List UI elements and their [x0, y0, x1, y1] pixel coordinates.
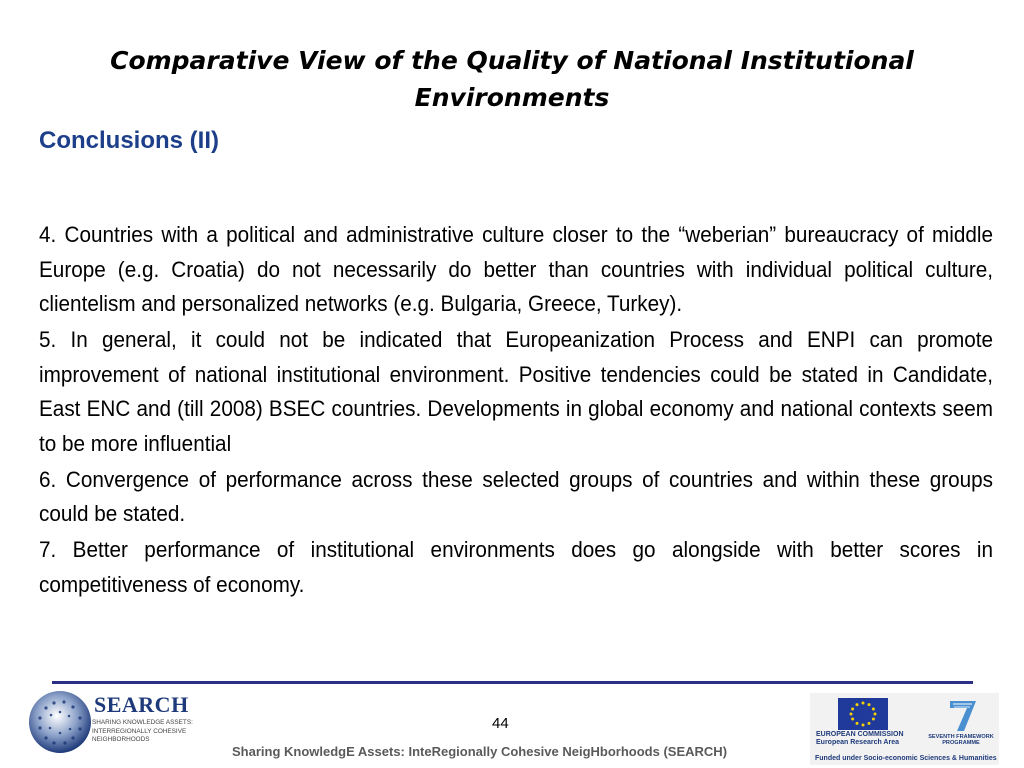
ec-label	[816, 731, 904, 747]
search-tagline-line: SHARING KNOWLEDGE ASSETS:	[92, 719, 193, 726]
slide-title: Comparative View of the Quality of National Institutional Environments	[110, 46, 914, 112]
ec-label-line: European Research Area	[816, 739, 899, 746]
ec-label-line: EUROPEAN COMMISSION	[816, 731, 904, 738]
funding-note: Funded under Socio-economic Sciences & Humanities	[815, 755, 997, 762]
search-logo-tagline	[92, 719, 212, 745]
conclusions-list	[39, 218, 993, 604]
fp7-logo-icon	[944, 697, 980, 733]
slide-subtitle: Conclusions (II)	[39, 127, 219, 154]
eu-flag-icon	[838, 698, 888, 730]
conclusion-item-4: 4. Countries with a political and administrative culture closer to the “weberian” bureaucracy of middle Europe (e.g. Croatia) do not necessarily do better than countries with individual political culture, clientelism and personalized networks (e.g. Bulgaria, Greece, Turkey).	[39, 222, 994, 316]
search-tagline-line: INTERREGIONALLY COHESIVE	[92, 727, 187, 735]
conclusion-item-7: 7. Better performance of institutional environments does go alongside with better scores in competitiveness of economy.	[39, 537, 994, 597]
page-number: 44	[492, 715, 509, 732]
search-tagline-line: NEIGHBORHOODS	[92, 736, 150, 744]
footer-caption: Sharing KnowledgE Assets: InteRegionally Cohesive NeigHborhoods (SEARCH)	[232, 744, 728, 759]
conclusion-item-5: 5. In general, it could not be indicated that Europeanization Process and ENPI can promote improvement of national institutional environment. Positive tendencies could be stated in Candidate, East ENC and (till 2008) BSEC countries. Developments in global economy and national contexts seem to be more influential	[39, 327, 994, 456]
search-logo-wordmark: SEARCH	[94, 692, 189, 717]
fp7-label-line: SEVENTH FRAMEWORK	[928, 734, 994, 740]
fp7-label	[928, 734, 994, 747]
footer-divider	[52, 681, 973, 684]
fp7-label-line: PROGRAMME	[942, 740, 980, 747]
conclusion-item-6: 6. Convergence of performance across these selected groups of countries and within these groups could be stated.	[39, 466, 994, 526]
